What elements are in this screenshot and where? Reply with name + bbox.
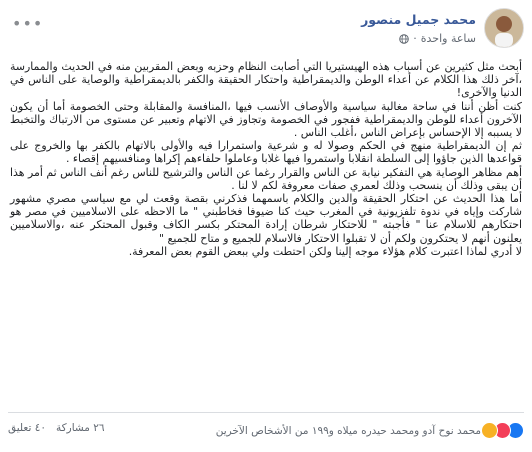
post-paragraph: أبحث مثل كثيرين عن أسباب هذه الهيستيريا التي أصابت النظام وحزبه وبعض المقربين منه في الحديث والممارسة ،آخر ذلك هذا الكلام عن أعداء الوطن والديمقراطية واحتكار الحقيقة والكفر بالديمقراطية والوصاية على الناس في الدنيا والآخرى! — [10, 60, 522, 100]
post-timestamp[interactable]: ساعة واحدة — [420, 32, 476, 45]
haha-reaction-icon — [481, 422, 498, 439]
comments-count[interactable]: ٤٠ تعليق — [8, 422, 47, 434]
post-paragraph: ثم إن الديمقراطية منهج في الحكم وصولا له و شرعية واستمرارا فيه والأولى بالاتهام بالكفر بها والخروج على قواعدها الذين جاؤوا إلى السلطة انقلابا واستمروا فيها غلابا وعاملوا حلفاءهم إكراها ومنافسيهم إقصاء . — [10, 139, 522, 166]
globe-icon — [399, 34, 409, 44]
post-paragraph: كنت أظن أننا في ساحة مغالبة سياسية والأوصاف الأنسب فيها ،المنافسة والمقابلة وحتى الخصومة أما أن يكون الآخرون أعداء للوطن والديمقراطية ففجور في الخصومة وتجاوز في الاتهام وتعبير عن مستوى من الارتباك والتخبط لا يسببه إلا الإحساس بإعراض الناس ،أغلب الناس . — [10, 99, 522, 140]
author-name[interactable]: محمد جميل منصور — [361, 12, 476, 27]
reactions-summary[interactable] — [216, 422, 524, 439]
separator-dot: · — [413, 32, 417, 45]
post-meta — [399, 32, 476, 45]
post-body — [10, 60, 522, 258]
author-avatar[interactable] — [484, 8, 524, 48]
post-paragraph: أهم مظاهر الوصاية هي التفكير نيابة عن الناس والقرار رغما عن الناس والترشيح للناس رغم أنف الناس ثم أمر هذا أن يبقى وذلك أن ينسحب وذلك لعمري صفات معروفة لكم لا لنا . — [10, 165, 522, 192]
divider — [8, 412, 524, 413]
post-paragraph: أما هذا الحديث عن احتكار الحقيقة والدين والكلام باسمهما فذكرني بقصة وقعت لي مع سياسي مصري مشهور شاركت وإياه في ندوة تلفزيونية في المغرب حيث كنا ضيوفا فخاطبني " ما الاحظه على الاسلاميين في مصر هو احتكارهم للاسلام عنا " فأجبته " للاحتكار شرطان إرادة المحتكر بكسر الكاف وقبول المحتكر عنه ،والاسلاميين يعلنون أنهم لا يحتكرون ولكم أن لا تقبلوا الاحتكار فالاسلام للجميع و متاح للجميع " — [10, 192, 522, 245]
more-options-icon[interactable]: ••• — [12, 14, 44, 33]
post-paragraph: لا أدري لماذا اعتبرت كلام هؤلاء موجه إلينا ولكن احتطت ولي ببعض القوم بعض المعرفة. — [128, 244, 522, 258]
reaction-icons — [485, 422, 524, 439]
post-stats — [8, 420, 524, 442]
avatar-photo — [485, 9, 523, 47]
shares-count[interactable]: ٢٦ مشاركة — [56, 422, 105, 434]
engagement-counts — [8, 422, 105, 434]
reactions-text: محمد نوح آدو ومحمد حيدره ميلاه و١٩٩ من الأشخاص الآخرين — [215, 424, 481, 437]
post-header — [8, 8, 524, 50]
